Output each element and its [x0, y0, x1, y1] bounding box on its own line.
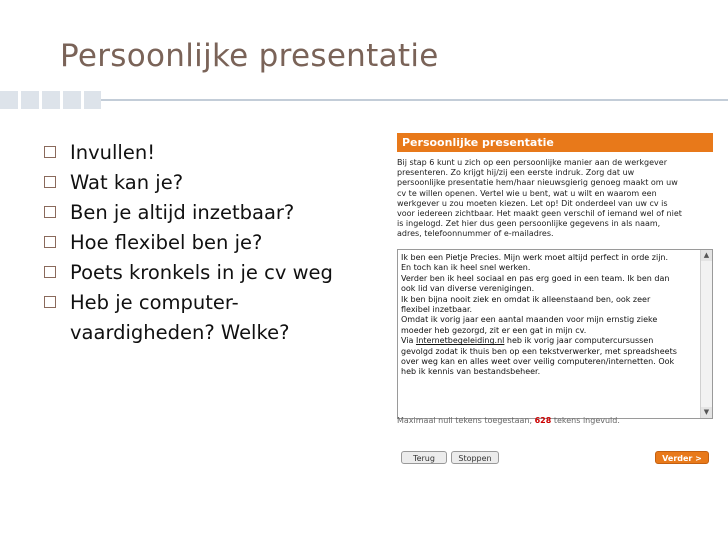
bullet-item-continuation: vaardigheden? Welke?	[70, 321, 290, 344]
bullet-item: Invullen!	[42, 138, 382, 168]
bullet-item: Heb je computer-	[42, 288, 382, 318]
stop-button[interactable]: Stoppen	[451, 451, 499, 464]
bullet-item: Poets kronkels in je cv weg	[42, 258, 382, 288]
square-bullet-icon	[44, 266, 56, 278]
square-bullet-icon	[44, 176, 56, 188]
square-bullet-icon	[44, 146, 56, 158]
textarea-content: Ik ben een Pietje Precies. Mijn werk moet altijd perfect in orde zijn. En toch kan ik heel snel werken. Verder ben ik heel sociaal en pas erg goed in een team. Ik ben dan ook lid van diverse verenigingen. Ik ben bijna nooit ziek en omdat ik alleenstaand ben, ook zeer flexibel inzetbaar. Omdat ik vorig jaar een aantal maanden voor mijn ernstig zieke moeder heb gezorgd, zit er een gat in mijn cv. Via Internetbegeleiding.nl heb ik vorig jaar computercursussen gevolgd zodat ik thuis ben op een tekstverwerker, met spreadsheets over weg kan en alles weet over veilig computeren/internetten. Ook heb ik kennis van bestandsbeheer.	[401, 253, 677, 377]
square-bullet-icon	[44, 296, 56, 308]
scroll-up-icon[interactable]: ▲	[701, 250, 712, 261]
form-header: Persoonlijke presentatie	[397, 133, 713, 152]
slide-title: Persoonlijke presentatie	[60, 38, 439, 74]
presentation-textarea[interactable]	[397, 249, 713, 419]
back-button[interactable]: Terug	[401, 451, 447, 464]
bullet-item: Ben je altijd inzetbaar?	[42, 198, 382, 228]
bullet-list	[42, 138, 382, 348]
scroll-down-icon[interactable]: ▼	[701, 407, 712, 418]
square-bullet-icon	[44, 206, 56, 218]
next-button[interactable]: Verder >	[655, 451, 709, 464]
character-counter: Maximaal null tekens toegestaan, 628 tekens ingevuld.	[397, 416, 620, 425]
bullet-item: Hoe flexibel ben je?	[42, 228, 382, 258]
title-accent-bar	[0, 91, 728, 109]
bullet-item: Wat kan je?	[42, 168, 382, 198]
embedded-form-screenshot	[393, 133, 716, 471]
textarea-scrollbar[interactable]	[700, 250, 712, 418]
square-bullet-icon	[44, 236, 56, 248]
form-intro-text: Bij stap 6 kunt u zich op een persoonlijke manier aan de werkgever presenteren. Zo krijgt hij/zij een eerste indruk. Zorg dat uw persoonlijke presentatie hem/haar nieuwsgierig genoeg maakt om uw cv te willen openen. Vertel wie u bent, wat u wilt en waarom een werkgever u zou moeten kiezen. Let op! Dit onderdeel van uw cv is voor iedereen zichtbaar. Het maakt geen verschil of iemand wel of niet is ingelogd. Zet hier dus geen persoonlijke gegevens in als naam, adres, telefoonnummer of e-mailadres.	[397, 158, 682, 239]
textarea-link[interactable]: Internetbegeleiding.nl	[415, 336, 505, 346]
